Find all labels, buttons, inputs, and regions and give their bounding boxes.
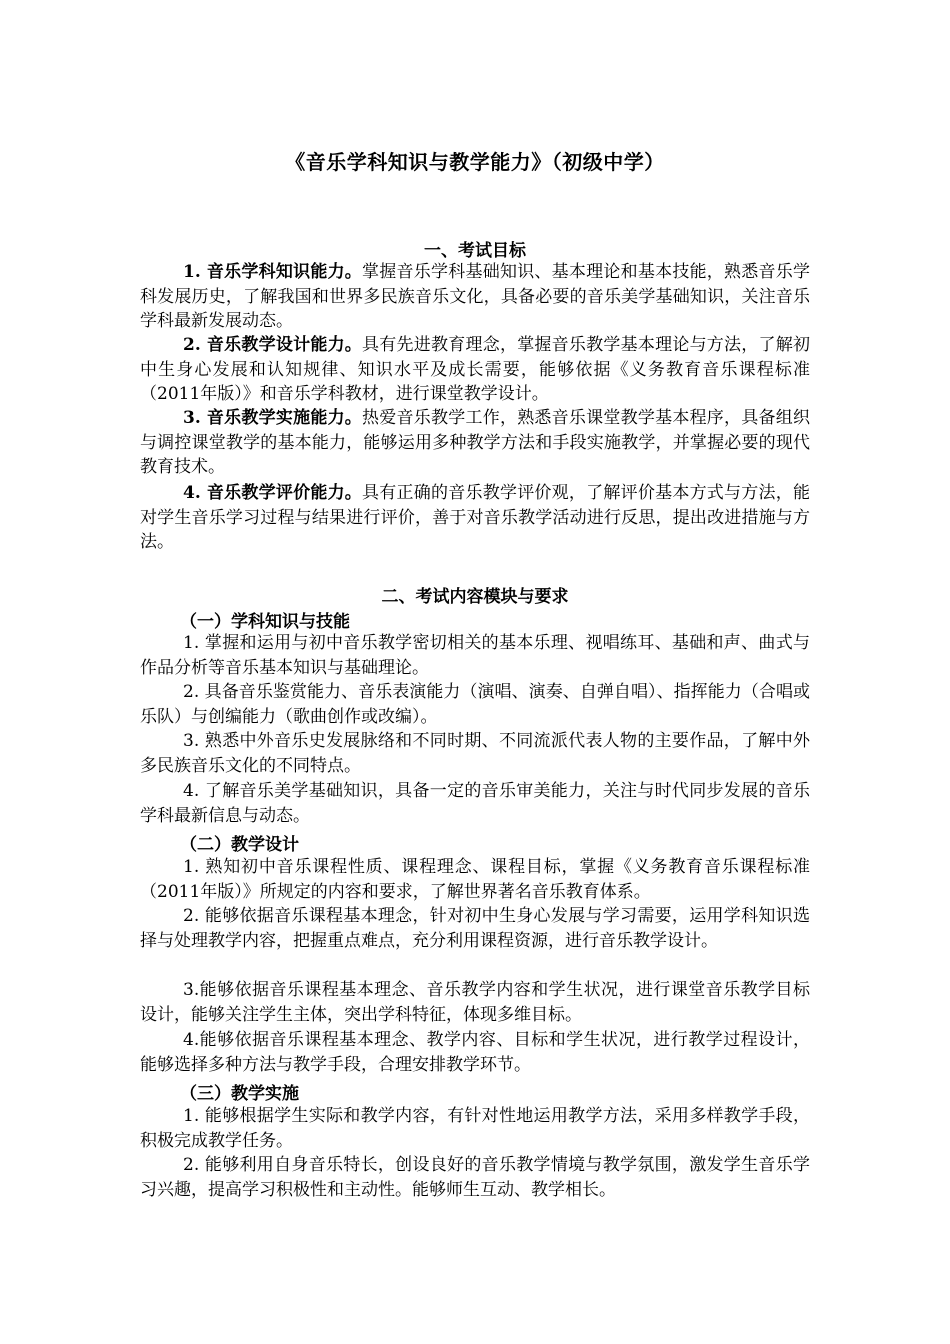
knowledge-item-3: 3. 熟悉中外音乐史发展脉络和不同时期、不同流派代表人物的主要作品，了解中外多民族音乐文化的不同特点。 xyxy=(140,731,810,776)
design-item-3: 3.能够依据音乐课程基本理念、音乐教学内容和学生状况，进行课堂音乐教学目标设计，能够关注学生主体，突出学科特征，体现多维目标。 xyxy=(140,980,810,1025)
section-heading-exam-goals: 一、考试目标 xyxy=(424,241,526,261)
design-item-4: 4.能够依据音乐课程基本理念、教学内容、目标和学生状况，进行教学过程设计，能够选择多种方法与教学手段，合理安排教学环节。 xyxy=(140,1030,810,1075)
knowledge-item-2: 2. 具备音乐鉴赏能力、音乐表演能力（演唱、演奏、自弹自唱）、指挥能力（合唱或乐队）与创编能力（歌曲创作或改编）。 xyxy=(140,682,810,727)
goal-text: 具有正确的音乐教学评价观，了解评价基本方式与方法，能对学生音乐学习过程与结果进行评价，善于对音乐教学活动进行反思，提出改进措施与方法。 xyxy=(140,483,810,552)
goal-lead: 2. 音乐教学设计能力。 xyxy=(183,335,363,355)
knowledge-item-1: 1. 掌握和运用与初中音乐教学密切相关的基本乐理、视唱练耳、基础和声、曲式与作品分析等音乐基本知识与基础理论。 xyxy=(140,633,810,678)
knowledge-item-4: 4. 了解音乐美学基础知识，具备一定的音乐审美能力，关注与时代同步发展的音乐学科最新信息与动态。 xyxy=(140,781,810,826)
goal-text: 掌握音乐学科基础知识、基本理论和基本技能，熟悉音乐学科发展历史，了解我国和世界多民族音乐文化，具备必要的音乐美学基础知识，关注音乐学科最新发展动态。 xyxy=(140,262,810,331)
design-item-2: 2. 能够依据音乐课程基本理念，针对初中生身心发展与学习需要，运用学科知识选择与处理教学内容，把握重点难点，充分利用课程资源，进行音乐教学设计。 xyxy=(140,906,810,951)
page-title: 《音乐学科知识与教学能力》（初级中学） xyxy=(285,150,665,174)
goal-paragraph-1 xyxy=(140,260,810,334)
implementation-item-1: 1. 能够根据学生实际和教学内容，有针对性地运用教学方法，采用多样教学手段，积极完成教学任务。 xyxy=(140,1106,810,1151)
subsection-title-design: （二）教学设计 xyxy=(180,835,299,855)
goal-lead: 4. 音乐教学评价能力。 xyxy=(183,483,363,503)
goal-text: 具有先进教育理念，掌握音乐教学基本理论与方法，了解初中生身心发展和认知规律、知识水平及成长需要，能够依据《义务教育音乐课程标准（2011年版）》和音乐学科教材，进行课堂教学设计。 xyxy=(140,335,810,404)
goal-text: 热爱音乐教学工作，熟悉音乐课堂教学基本程序，具备组织与调控课堂教学的基本能力，能够运用多种教学方法和手段实施教学，并掌握必要的现代教育技术。 xyxy=(140,408,810,477)
goal-lead: 1. 音乐学科知识能力。 xyxy=(183,262,363,282)
goal-paragraph-3 xyxy=(140,406,810,480)
goal-paragraph-2 xyxy=(140,333,810,407)
goal-lead: 3. 音乐教学实施能力。 xyxy=(183,408,363,428)
design-item-1: 1. 熟知初中音乐课程性质、课程理念、课程目标，掌握《义务教育音乐课程标准（2011年版）》所规定的内容和要求，了解世界著名音乐教育体系。 xyxy=(140,857,810,902)
section-heading-content: 二、考试内容模块与要求 xyxy=(381,587,569,607)
goal-paragraph-4 xyxy=(140,481,810,555)
subsection-title-implementation: （三）教学实施 xyxy=(180,1084,299,1104)
implementation-item-2: 2. 能够利用自身音乐特长，创设良好的音乐教学情境与教学氛围，激发学生音乐学习兴趣，提高学习积极性和主动性。能够师生互动、教学相长。 xyxy=(140,1155,810,1200)
subsection-title-knowledge: （一）学科知识与技能 xyxy=(180,612,350,632)
